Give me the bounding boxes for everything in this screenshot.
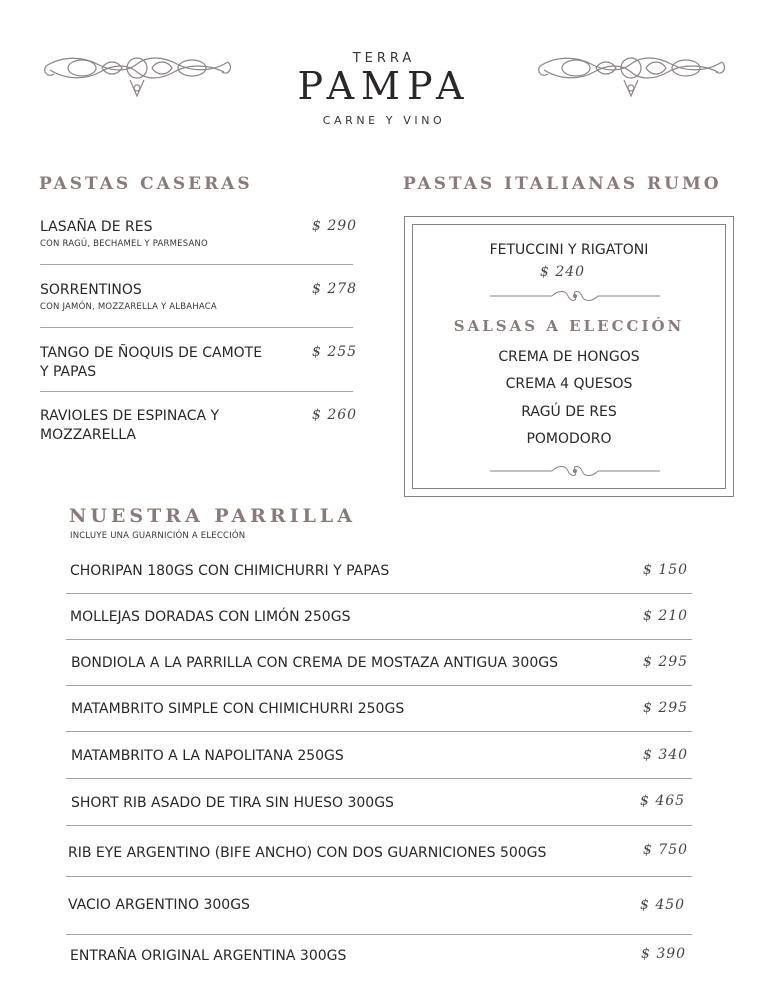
sauce-option: RAGÚ DE RES [521,404,617,420]
flourish-divider-icon [490,465,660,477]
section-title-parrilla: NUESTRA PARRILLA [69,505,356,527]
brand-tagline-bottom: CARNE Y VINO [322,114,446,127]
divider [66,593,692,594]
grill-item-name: SHORT RIB ASADO DE TIRA SIN HUESO 300GS [71,795,394,811]
grill-item-name: RIB EYE ARGENTINO (BIFE ANCHO) CON DOS GUARNICIONES 500GS [68,845,547,861]
divider [40,391,353,392]
grill-item-price: $ 465 [640,793,686,809]
item-price: $ 290 [312,218,358,234]
divider [66,731,692,732]
divider [66,639,692,640]
item-price: $ 278 [312,281,358,297]
grill-item-name: ENTRAÑA ORIGINAL ARGENTINA 300GS [70,948,347,964]
grill-item-price: $ 295 [643,700,689,716]
sauce-option: CREMA 4 QUESOS [505,376,633,392]
item-name: LASAÑA DE RES [40,219,153,235]
pasta-type: FETUCCINI Y RIGATONI [489,242,649,258]
section-title-pastas-italianas: PASTAS ITALIANAS RUMO [403,174,722,194]
grill-item-name: MATAMBRITO A LA NAPOLITANA 250GS [71,748,344,764]
menu-item [40,218,358,249]
divider [40,327,353,328]
sauce-option: CREMA DE HONGOS [498,349,640,365]
brand-tagline-top: TERRA [352,51,416,66]
divider [40,264,353,265]
grill-item-price: $ 340 [643,747,689,763]
item-description: CON JAMÓN, MOZZARELLA Y ALBAHACA [40,302,217,312]
section-title-salsas: SALSAS A ELECCIÓN [453,317,685,335]
brand-logo: PAMPA [297,64,471,108]
grill-item-price: $ 450 [640,897,686,913]
divider [66,685,692,686]
divider [66,934,692,935]
item-name: RAVIOLES DE ESPINACA Y MOZZARELLA [40,408,220,443]
grill-item-name: MATAMBRITO SIMPLE CON CHIMICHURRI 250GS [71,701,405,717]
pasta-price: $ 240 [540,264,586,280]
section-title-pastas-caseras: PASTAS CASERAS [39,174,253,194]
divider [66,778,692,779]
grill-item-name: MOLLEJAS DORADAS CON LIMÓN 250GS [70,609,351,625]
grill-item-price: $ 390 [641,946,687,962]
item-price: $ 260 [312,407,358,423]
menu-item [40,407,358,445]
section-subtitle: INCLUYE UNA GUARNICIÓN A ELECCIÓN [70,531,246,541]
grill-item-name: CHORIPAN 180GS CON CHIMICHURRI Y PAPAS [70,563,390,579]
divider [66,876,692,877]
item-description: CON RAGÚ, BECHAMEL Y PARMESANO [40,239,208,249]
grill-item-price: $ 750 [643,842,689,858]
flourish-divider-icon [490,290,660,302]
menu-item [40,281,358,312]
grill-item-price: $ 210 [643,608,689,624]
sauce-option: POMODORO [526,431,612,447]
grill-item-price: $ 150 [643,562,689,578]
item-name: TANGO DE ÑOQUIS DE CAMOTE Y PAPAS [40,345,263,380]
grill-item-name: BONDIOLA A LA PARRILLA CON CREMA DE MOSTAZA ANTIGUA 300GS [71,655,558,671]
item-name: SORRENTINOS [40,282,142,298]
divider [66,825,692,826]
item-price: $ 255 [312,344,358,360]
grill-item-price: $ 295 [643,654,689,670]
menu-item [40,344,358,382]
grill-item-name: VACIO ARGENTINO 300GS [68,897,250,913]
